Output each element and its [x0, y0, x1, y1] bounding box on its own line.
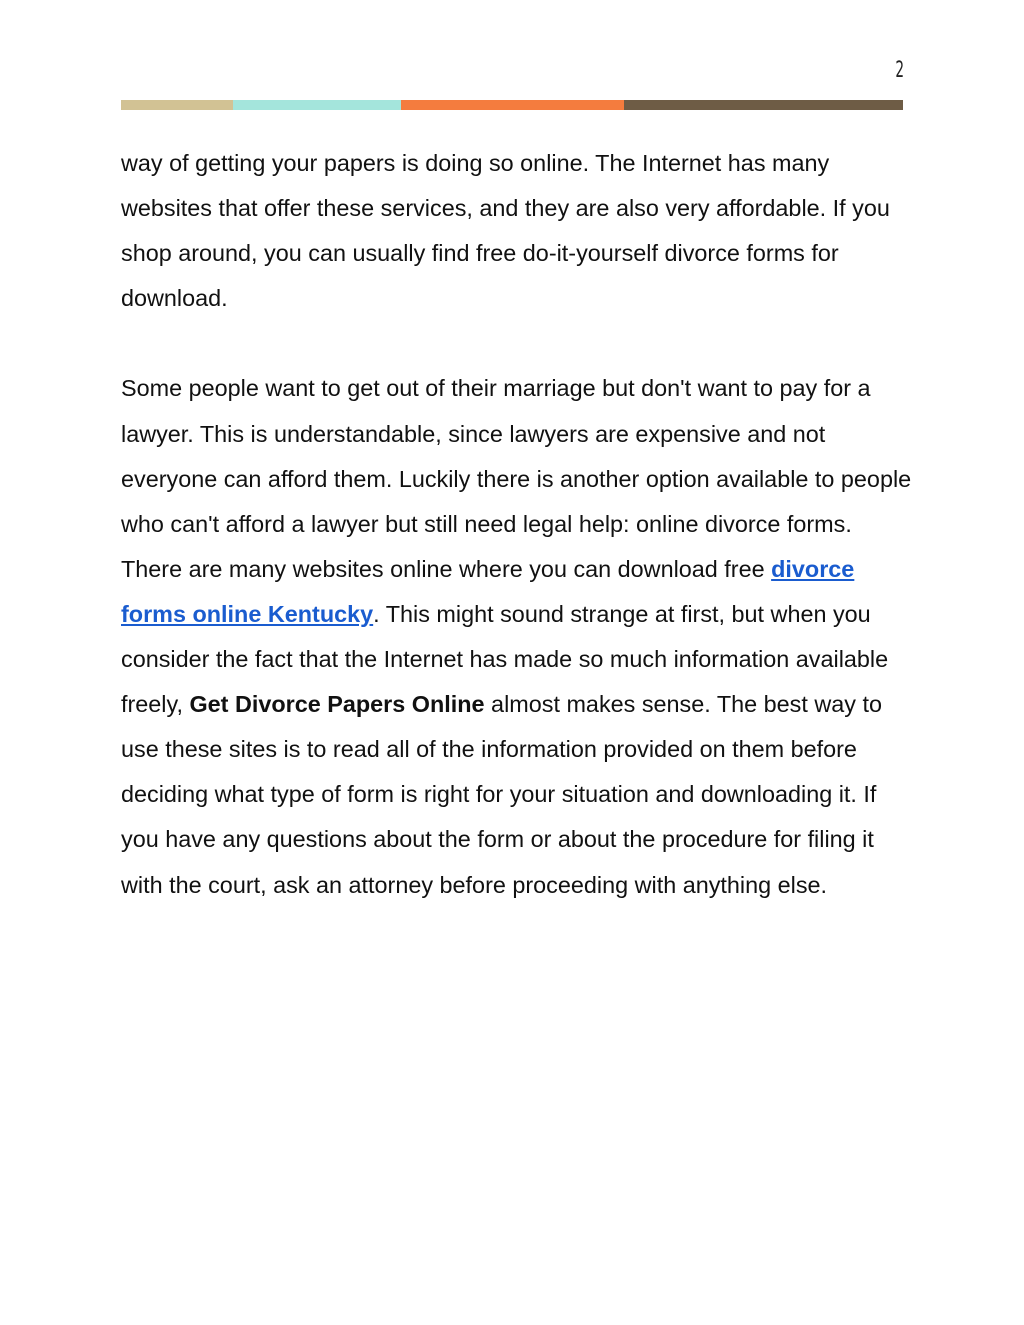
color-bar-segment-brown	[624, 100, 903, 110]
paragraph-2-text-middle: . This might sound strange at first, but when you consider the fact that the Internet has made so much information available freely,	[121, 600, 889, 718]
paragraph-1: way of getting your papers is doing so online. The Internet has many websites that offer these services, and they are also very affordable. If you shop around, you can usually find free do-it-yourself divorce forms for download.	[121, 150, 890, 312]
color-bar-segment-tan	[121, 100, 233, 110]
page-number: 2	[895, 58, 904, 83]
color-bar-segment-orange	[401, 100, 624, 110]
get-divorce-papers-online-bold: Get Divorce Papers Online	[189, 691, 485, 718]
color-bar-segment-aqua	[233, 100, 401, 110]
paragraph-2-text-start: Some people want to get out of their marriage but don't want to pay for a lawyer. This is understandable, since lawyers are expensive and not everyone can afford them. Luckily there is another option available to people who can't afford a lawyer but still need legal help: online divorce forms. There are many websites online where you can download free	[121, 375, 912, 582]
paragraph-2-text-end: almost makes sense. The best way to use these sites is to read all of the information provided on them before deciding what type of form is right for your situation and downloading it. If you have any questions about the form or about the procedure for filing it with the court, ask an attorney before proceeding with anything else.	[121, 691, 882, 898]
header-color-bar	[121, 100, 903, 110]
divorce-forms-kentucky-link[interactable]: divorce forms online Kentucky	[121, 555, 855, 627]
paragraph-2	[121, 366, 916, 907]
document-body	[121, 141, 916, 953]
